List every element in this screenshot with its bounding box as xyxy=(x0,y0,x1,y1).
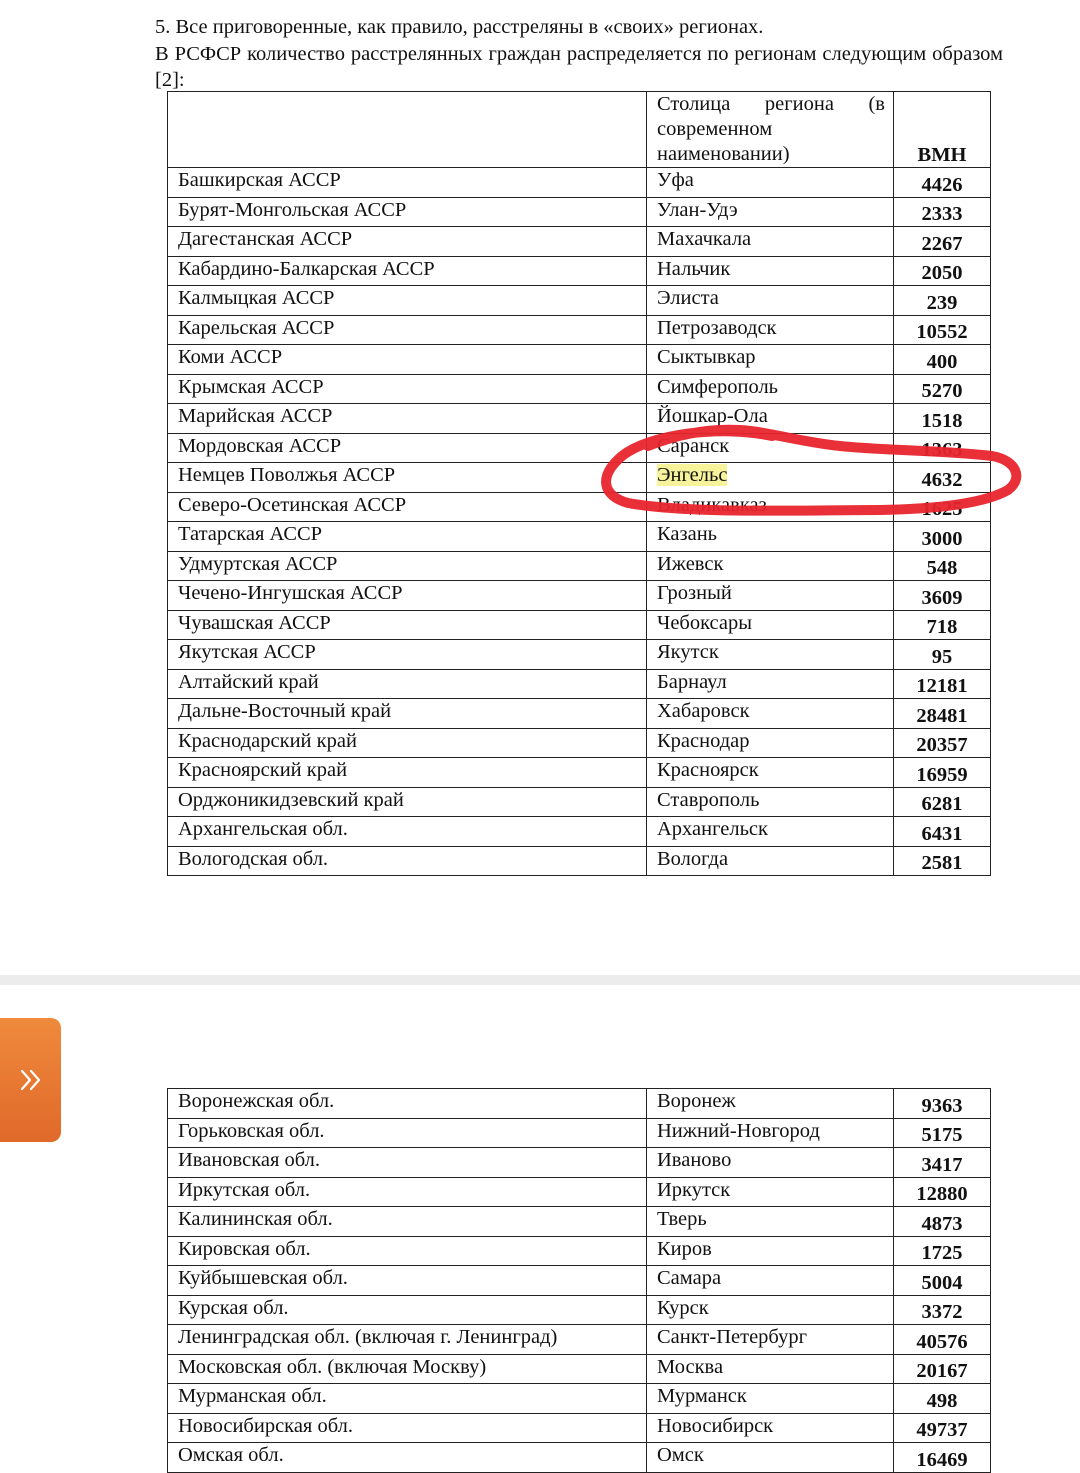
region-cell: Немцев Поволжья АССР xyxy=(168,463,647,493)
region-cell: Ивановская обл. xyxy=(168,1148,647,1178)
value-cell: 9363 xyxy=(894,1089,991,1119)
capital-cell: Краснодар xyxy=(647,728,894,758)
table-row xyxy=(168,1177,991,1207)
table-row xyxy=(168,404,991,434)
table-row xyxy=(168,610,991,640)
capital-cell: Владикавказ xyxy=(647,492,894,522)
region-cell: Марийская АССР xyxy=(168,404,647,434)
value-cell: 28481 xyxy=(894,699,991,729)
region-cell: Крымская АССР xyxy=(168,374,647,404)
table-row xyxy=(168,463,991,493)
region-cell: Воронежская обл. xyxy=(168,1089,647,1119)
value-cell: 10552 xyxy=(894,315,991,345)
capital-cell: Улан-Удэ xyxy=(647,197,894,227)
value-cell: 6281 xyxy=(894,787,991,817)
capital-cell: Якутск xyxy=(647,640,894,670)
capital-cell: Йошкар-Ола xyxy=(647,404,894,434)
value-cell: 4426 xyxy=(894,168,991,198)
capital-cell: Симферополь xyxy=(647,374,894,404)
capital-cell: Грозный xyxy=(647,581,894,611)
regions-table-2-body xyxy=(168,1089,991,1473)
header-region xyxy=(168,92,647,168)
value-cell: 5270 xyxy=(894,374,991,404)
capital-cell: Иркутск xyxy=(647,1177,894,1207)
value-cell: 1725 xyxy=(894,1236,991,1266)
capital-cell: Барнаул xyxy=(647,669,894,699)
region-cell: Коми АССР xyxy=(168,345,647,375)
table-row xyxy=(168,1443,991,1473)
value-cell: 4632 xyxy=(894,463,991,493)
capital-cell: Махачкала xyxy=(647,227,894,257)
value-cell: 49737 xyxy=(894,1413,991,1443)
value-cell: 95 xyxy=(894,640,991,670)
table-row xyxy=(168,817,991,847)
table-row xyxy=(168,1148,991,1178)
intro-paragraph-2: В РСФСР количество расстрелянных граждан распределяется по регионам следующим образом [2]: xyxy=(155,43,1003,91)
capital-cell: Нальчик xyxy=(647,256,894,286)
table-row xyxy=(168,256,991,286)
value-cell: 3609 xyxy=(894,581,991,611)
value-cell: 548 xyxy=(894,551,991,581)
value-cell: 6431 xyxy=(894,817,991,847)
capital-cell: Ставрополь xyxy=(647,787,894,817)
table-row xyxy=(168,846,991,876)
value-cell: 3372 xyxy=(894,1295,991,1325)
document-page-2 xyxy=(0,985,1080,1473)
capital-cell: Архангельск xyxy=(647,817,894,847)
value-cell: 5004 xyxy=(894,1266,991,1296)
capital-cell: Уфа xyxy=(647,168,894,198)
capital-cell xyxy=(647,463,894,493)
value-cell: 5175 xyxy=(894,1118,991,1148)
value-cell: 239 xyxy=(894,286,991,316)
value-cell: 718 xyxy=(894,610,991,640)
region-cell: Татарская АССР xyxy=(168,522,647,552)
table-row xyxy=(168,551,991,581)
region-cell: Башкирская АССР xyxy=(168,168,647,198)
value-cell: 2050 xyxy=(894,256,991,286)
value-cell: 4873 xyxy=(894,1207,991,1237)
table-row xyxy=(168,315,991,345)
table-row xyxy=(168,1266,991,1296)
region-cell: Краснодарский край xyxy=(168,728,647,758)
table-row xyxy=(168,492,991,522)
highlighted-text: Энгельс xyxy=(657,464,728,486)
value-cell: 2581 xyxy=(894,846,991,876)
value-cell: 1625 xyxy=(894,492,991,522)
region-cell: Калмыцкая АССР xyxy=(168,286,647,316)
table-row xyxy=(168,345,991,375)
capital-cell: Курск xyxy=(647,1295,894,1325)
table-row xyxy=(168,1207,991,1237)
table-row xyxy=(168,728,991,758)
capital-cell: Петрозаводск xyxy=(647,315,894,345)
table-row xyxy=(168,1354,991,1384)
capital-cell: Воронеж xyxy=(647,1089,894,1119)
capital-cell: Чебоксары xyxy=(647,610,894,640)
region-cell: Северо-Осетинская АССР xyxy=(168,492,647,522)
double-chevron-right-icon xyxy=(16,1065,46,1095)
capital-cell: Москва xyxy=(647,1354,894,1384)
table-row xyxy=(168,1413,991,1443)
table-row xyxy=(168,286,991,316)
region-cell: Чувашская АССР xyxy=(168,610,647,640)
region-cell: Орджоникидзевский край xyxy=(168,787,647,817)
value-cell: 40576 xyxy=(894,1325,991,1355)
region-cell: Мордовская АССР xyxy=(168,433,647,463)
capital-cell: Мурманск xyxy=(647,1384,894,1414)
region-cell: Бурят-Монгольская АССР xyxy=(168,197,647,227)
capital-cell: Нижний-Новгород xyxy=(647,1118,894,1148)
table-row xyxy=(168,787,991,817)
region-cell: Алтайский край xyxy=(168,669,647,699)
region-cell: Якутская АССР xyxy=(168,640,647,670)
region-cell: Иркутская обл. xyxy=(168,1177,647,1207)
regions-table-1 xyxy=(167,91,991,876)
next-page-button[interactable] xyxy=(0,1018,61,1142)
capital-cell: Киров xyxy=(647,1236,894,1266)
regions-table-1-body xyxy=(168,92,991,876)
value-cell: 3417 xyxy=(894,1148,991,1178)
region-cell: Удмуртская АССР xyxy=(168,551,647,581)
table-row xyxy=(168,699,991,729)
table-row xyxy=(168,640,991,670)
region-cell: Дагестанская АССР xyxy=(168,227,647,257)
region-cell: Курская обл. xyxy=(168,1295,647,1325)
value-cell: 400 xyxy=(894,345,991,375)
region-cell: Московская обл. (включая Москву) xyxy=(168,1354,647,1384)
table-row xyxy=(168,522,991,552)
table-row xyxy=(168,1089,991,1119)
region-cell: Калининская обл. xyxy=(168,1207,647,1237)
value-cell: 1363 xyxy=(894,433,991,463)
header-capital: Столица региона (в современном наименовании) xyxy=(647,92,894,168)
value-cell: 12181 xyxy=(894,669,991,699)
table-row xyxy=(168,1384,991,1414)
capital-cell: Санкт-Петербург xyxy=(647,1325,894,1355)
value-cell: 16469 xyxy=(894,1443,991,1473)
capital-cell: Казань xyxy=(647,522,894,552)
table-row xyxy=(168,197,991,227)
value-cell: 498 xyxy=(894,1384,991,1414)
capital-cell: Вологда xyxy=(647,846,894,876)
value-cell: 2267 xyxy=(894,227,991,257)
region-cell: Красноярский край xyxy=(168,758,647,788)
capital-cell: Элиста xyxy=(647,286,894,316)
table-header-row xyxy=(168,92,991,168)
capital-cell: Саранск xyxy=(647,433,894,463)
region-cell: Куйбышевская обл. xyxy=(168,1266,647,1296)
region-cell: Горьковская обл. xyxy=(168,1118,647,1148)
page-separator xyxy=(0,975,1080,985)
table-row xyxy=(168,581,991,611)
region-cell: Мурманская обл. xyxy=(168,1384,647,1414)
table-row xyxy=(168,1118,991,1148)
region-cell: Кировская обл. xyxy=(168,1236,647,1266)
region-cell: Дальне-Восточный край xyxy=(168,699,647,729)
table-row xyxy=(168,227,991,257)
table-row xyxy=(168,1295,991,1325)
table-row xyxy=(168,669,991,699)
intro-paragraph-1: 5. Все приговоренные, как правило, расстреляны в «своих» регионах. xyxy=(155,16,764,38)
region-cell: Омская обл. xyxy=(168,1443,647,1473)
table-row xyxy=(168,1236,991,1266)
table-row xyxy=(168,1325,991,1355)
capital-cell: Ижевск xyxy=(647,551,894,581)
value-cell: 20167 xyxy=(894,1354,991,1384)
capital-cell: Тверь xyxy=(647,1207,894,1237)
region-cell: Карельская АССР xyxy=(168,315,647,345)
region-cell: Ленинградская обл. (включая г. Ленинград) xyxy=(168,1325,647,1355)
value-cell: 20357 xyxy=(894,728,991,758)
region-cell: Чечено-Ингушская АССР xyxy=(168,581,647,611)
region-cell: Вологодская обл. xyxy=(168,846,647,876)
value-cell: 2333 xyxy=(894,197,991,227)
header-value: ВМН xyxy=(894,92,991,168)
capital-cell: Хабаровск xyxy=(647,699,894,729)
value-cell: 16959 xyxy=(894,758,991,788)
table-row xyxy=(168,758,991,788)
capital-cell: Омск xyxy=(647,1443,894,1473)
region-cell: Новосибирская обл. xyxy=(168,1413,647,1443)
region-cell: Кабардино-Балкарская АССР xyxy=(168,256,647,286)
value-cell: 1518 xyxy=(894,404,991,434)
capital-cell: Сыктывкар xyxy=(647,345,894,375)
regions-table-2 xyxy=(167,1088,991,1473)
region-cell: Архангельская обл. xyxy=(168,817,647,847)
table-row xyxy=(168,433,991,463)
value-cell: 3000 xyxy=(894,522,991,552)
capital-cell: Новосибирск xyxy=(647,1413,894,1443)
value-cell: 12880 xyxy=(894,1177,991,1207)
capital-cell: Иваново xyxy=(647,1148,894,1178)
table-row xyxy=(168,374,991,404)
capital-cell: Самара xyxy=(647,1266,894,1296)
capital-cell: Красноярск xyxy=(647,758,894,788)
table-row xyxy=(168,168,991,198)
